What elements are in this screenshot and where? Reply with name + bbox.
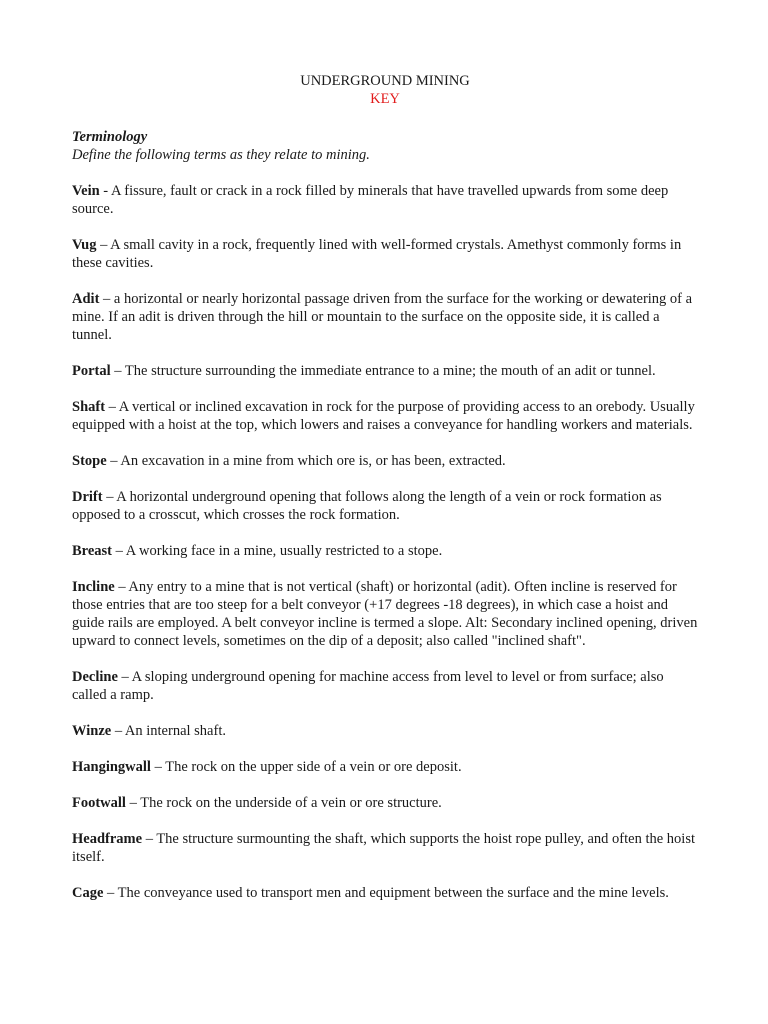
- term-definition: A working face in a mine, usually restricted to a stope.: [125, 543, 443, 559]
- term-definition: The structure surmounting the shaft, which supports the hoist rope pulley, and often the hoist itself.: [72, 831, 695, 865]
- term-definition: A vertical or inclined excavation in rock for the purpose of providing access to an orebody. Usually equipped with a hoist at the top, which lowers and raises a conveyance for handling workers and materials.: [72, 399, 695, 433]
- term-definition: a horizontal or nearly horizontal passage driven from the surface for the working or dewatering of a mine. If an adit is driven through the hill or mountain to the surface on the opposite side, it is called a tunnel.: [72, 291, 693, 343]
- term-word: Footwall: [72, 795, 126, 811]
- term-adit: [72, 290, 698, 344]
- term-decline: [72, 668, 698, 704]
- term-word: Headframe: [72, 831, 143, 847]
- term-definition: A small cavity in a rock, frequently lined with well-formed crystals. Amethyst commonly forms in these cavities.: [72, 237, 682, 271]
- term-definition: The rock on the underside of a vein or ore structure.: [140, 795, 442, 811]
- term-hangingwall: [72, 758, 698, 776]
- document-title: UNDERGROUND MINING: [300, 73, 470, 89]
- term-vug: [72, 236, 698, 272]
- term-footwall: [72, 794, 698, 812]
- term-word: Vein: [72, 183, 100, 199]
- term-definition: A fissure, fault or crack in a rock filled by minerals that have travelled upwards from some deep source.: [72, 183, 669, 217]
- term-separator: –: [105, 399, 119, 415]
- term-separator: –: [106, 453, 121, 469]
- term-definition: An excavation in a mine from which ore is, or has been, extracted.: [120, 453, 506, 469]
- term-definition: An internal shaft.: [124, 723, 226, 739]
- key-label: KEY: [370, 91, 400, 107]
- term-definition: A sloping underground opening for machine access from level to level or from surface; also called a ramp.: [72, 669, 664, 703]
- term-separator: -: [99, 183, 111, 199]
- term-definition: The structure surrounding the immediate entrance to a mine; the mouth of an adit or tunnel.: [124, 363, 656, 379]
- term-word: Winze: [72, 723, 112, 739]
- term-separator: –: [125, 795, 141, 811]
- term-word: Incline: [72, 579, 115, 595]
- term-incline: [72, 578, 698, 650]
- term-headframe: [72, 830, 698, 866]
- term-separator: –: [96, 237, 111, 253]
- term-word: Cage: [72, 885, 104, 901]
- section-title: Terminology: [72, 129, 148, 145]
- term-separator: –: [142, 831, 157, 847]
- term-separator: –: [102, 489, 117, 505]
- term-definition: A horizontal underground opening that follows along the length of a vein or rock formation as opposed to a crosscut, which crosses the rock formation.: [72, 489, 662, 523]
- term-cage: [72, 884, 698, 902]
- term-portal: [72, 362, 698, 380]
- term-separator: –: [112, 543, 126, 559]
- term-separator: –: [150, 759, 166, 775]
- term-separator: –: [111, 723, 125, 739]
- term-separator: –: [117, 669, 132, 685]
- term-word: Decline: [72, 669, 118, 685]
- term-separator: –: [103, 885, 118, 901]
- document-page: [72, 72, 698, 920]
- term-winze: [72, 722, 698, 740]
- term-word: Breast: [72, 543, 113, 559]
- term-word: Hangingwall: [72, 759, 151, 775]
- term-word: Stope: [72, 453, 107, 469]
- term-separator: –: [114, 579, 129, 595]
- term-word: Adit: [72, 291, 100, 307]
- term-separator: –: [110, 363, 125, 379]
- term-breast: [72, 542, 698, 560]
- term-word: Vug: [72, 237, 97, 253]
- term-word: Drift: [72, 489, 103, 505]
- term-word: Portal: [72, 363, 111, 379]
- term-word: Shaft: [72, 399, 106, 415]
- term-drift: [72, 488, 698, 524]
- term-separator: –: [99, 291, 114, 307]
- term-definition: The rock on the upper side of a vein or ore deposit.: [165, 759, 462, 775]
- term-definition: The conveyance used to transport men and equipment between the surface and the mine levels.: [117, 885, 669, 901]
- section-subtitle: Define the following terms as they relate to mining.: [72, 147, 370, 163]
- terms-list: [72, 182, 698, 902]
- term-vein: [72, 182, 698, 218]
- term-stope: [72, 452, 698, 470]
- term-definition: Any entry to a mine that is not vertical (shaft) or horizontal (adit). Often incline is reserved for those entries that are too steep for a belt conveyor (+17 degrees -18 degrees), in which case a hoist and guide rails are employed. A belt conveyor incline is termed a slope. Alt: Secondary inclined opening, driven upward to connect levels, sometimes on the dip of a deposit; also called "inclined shaft".: [72, 579, 698, 649]
- term-shaft: [72, 398, 698, 434]
